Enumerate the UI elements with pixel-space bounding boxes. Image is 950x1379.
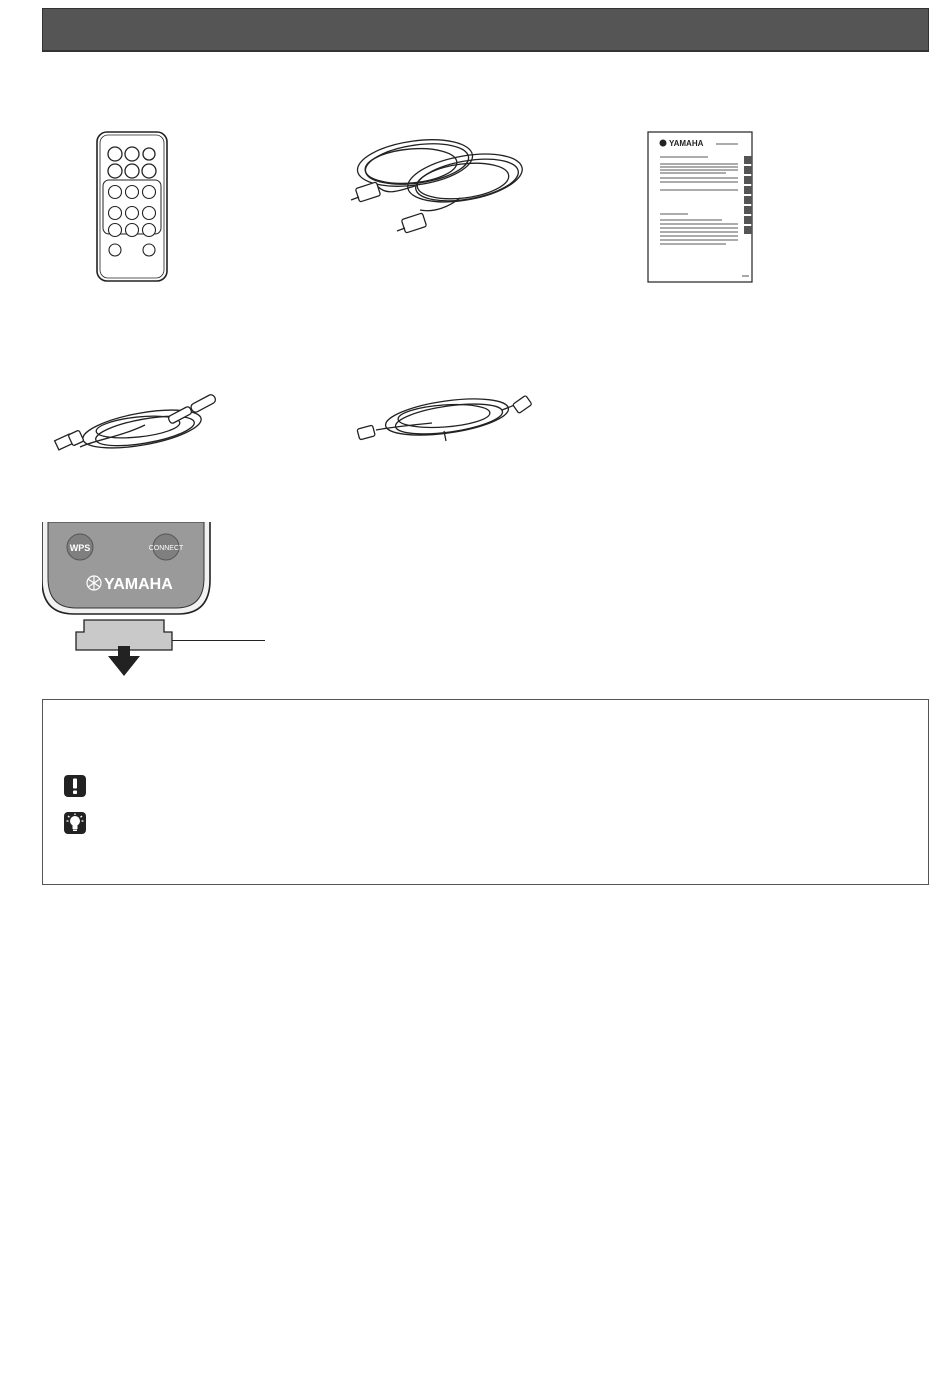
remote-insulation-sheet-figure	[42, 522, 272, 680]
power-cables-figure	[345, 128, 530, 243]
insulation-sheet-leader-line	[172, 640, 265, 641]
wps-button-label: WPS	[69, 543, 91, 553]
section-header-bar	[42, 8, 929, 52]
network-cable-figure	[352, 385, 537, 450]
remote-control-figure	[95, 130, 170, 283]
usb-cable-figure	[50, 385, 225, 460]
owners-manual-figure	[646, 130, 756, 285]
remote-brand-label: YAMAHA	[104, 576, 173, 593]
lightbulb-icon	[63, 811, 87, 835]
caution-icon	[63, 774, 87, 798]
insulation-sheet	[76, 620, 172, 650]
notes-box	[42, 699, 929, 885]
manual-brand-text: YAMAHA	[669, 139, 704, 148]
connect-button-label: CONNECT	[148, 545, 184, 552]
